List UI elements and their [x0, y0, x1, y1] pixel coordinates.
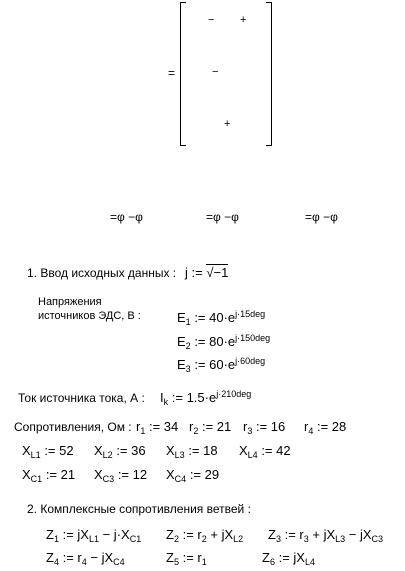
phi-difference-2: =φ −φ	[206, 210, 239, 224]
phi-difference-1: =φ −φ	[110, 210, 143, 224]
emf-e2: $E_2$ := $80\cdot e^{j\cdot 150deg}$	[177, 333, 271, 351]
j-definition	[185, 265, 228, 280]
emf-e3: $E_3$ := $60\cdot e^{j\cdot 60deg}$	[177, 356, 266, 374]
impedance-z2: $Z_2$ := $r_2 + jX_{L2}$	[166, 527, 244, 544]
impedance-z4: $Z_4$ := $r_4 - jX_{C4}$	[46, 550, 125, 567]
resistance-r1: $r_1$ := 34	[136, 419, 179, 436]
matrix-right-bracket	[266, 2, 272, 146]
j-symbol: j	[185, 265, 188, 280]
matrix-left-bracket	[180, 2, 186, 146]
resistance-r2: $r_2$ := 21	[189, 419, 232, 436]
emf-e1: $E_1$ := $40\cdot e^{j\cdot 15deg}$	[177, 309, 266, 327]
impedance-z1: $Z_1$ := $jX_{L1} - j\cdot X_{C1}$	[46, 527, 142, 544]
reactance-xc1: $X_{C1}$ := 21	[22, 467, 76, 484]
impedance-z3: $Z_3$ := $r_3 + jX_{L3} - jX_{C3}$	[268, 527, 384, 544]
voltage-label-line-2: источников ЭДС, В :	[38, 310, 141, 322]
matrix-cell-minus-2: −	[212, 66, 219, 78]
resistances-label: Сопротивления, Ом :	[14, 420, 132, 434]
resistance-r3: $r_3$ := 16	[243, 419, 286, 436]
resistance-r4: $r_4$ := 28	[304, 419, 347, 436]
matrix-equals-sign: =	[168, 66, 176, 80]
section-1-title: 1. Ввод исходных данных :	[27, 266, 177, 280]
section-2-title: 2. Комплексные сопротивления ветвей :	[27, 502, 251, 516]
voltage-label-line-1: Напряжения	[38, 296, 102, 308]
current-source-ik: $I_k$ := $1.5\cdot e^{j\cdot 210deg}$	[160, 389, 252, 407]
reactance-xc4: $X_{C4}$ := 29	[166, 467, 220, 484]
reactance-xl4: $X_{L4}$ := 42	[239, 443, 291, 460]
matrix-cell-plus-1: +	[240, 14, 247, 26]
matrix-cell-minus-1: −	[208, 14, 215, 26]
reactance-xl1: $X_{L1}$ := 52	[22, 443, 74, 460]
sqrt-minus-one: √−1	[206, 265, 229, 280]
reactance-xl2: $X_{L2}$ := 36	[94, 443, 146, 460]
matrix-cell-plus-2: +	[224, 118, 231, 130]
impedance-z6: $Z_6$ := $jX_{L4}$	[262, 550, 315, 567]
impedance-z5: $Z_5$ := $r_1$	[166, 550, 207, 567]
reactance-xc3: $X_{C3}$ := 12	[94, 467, 148, 484]
current-source-label: Ток источника тока, А :	[18, 391, 145, 405]
phi-difference-3: =φ −φ	[305, 210, 338, 224]
assign-operator: :=	[191, 265, 203, 280]
reactance-xl3: $X_{L3}$ := 18	[166, 443, 218, 460]
